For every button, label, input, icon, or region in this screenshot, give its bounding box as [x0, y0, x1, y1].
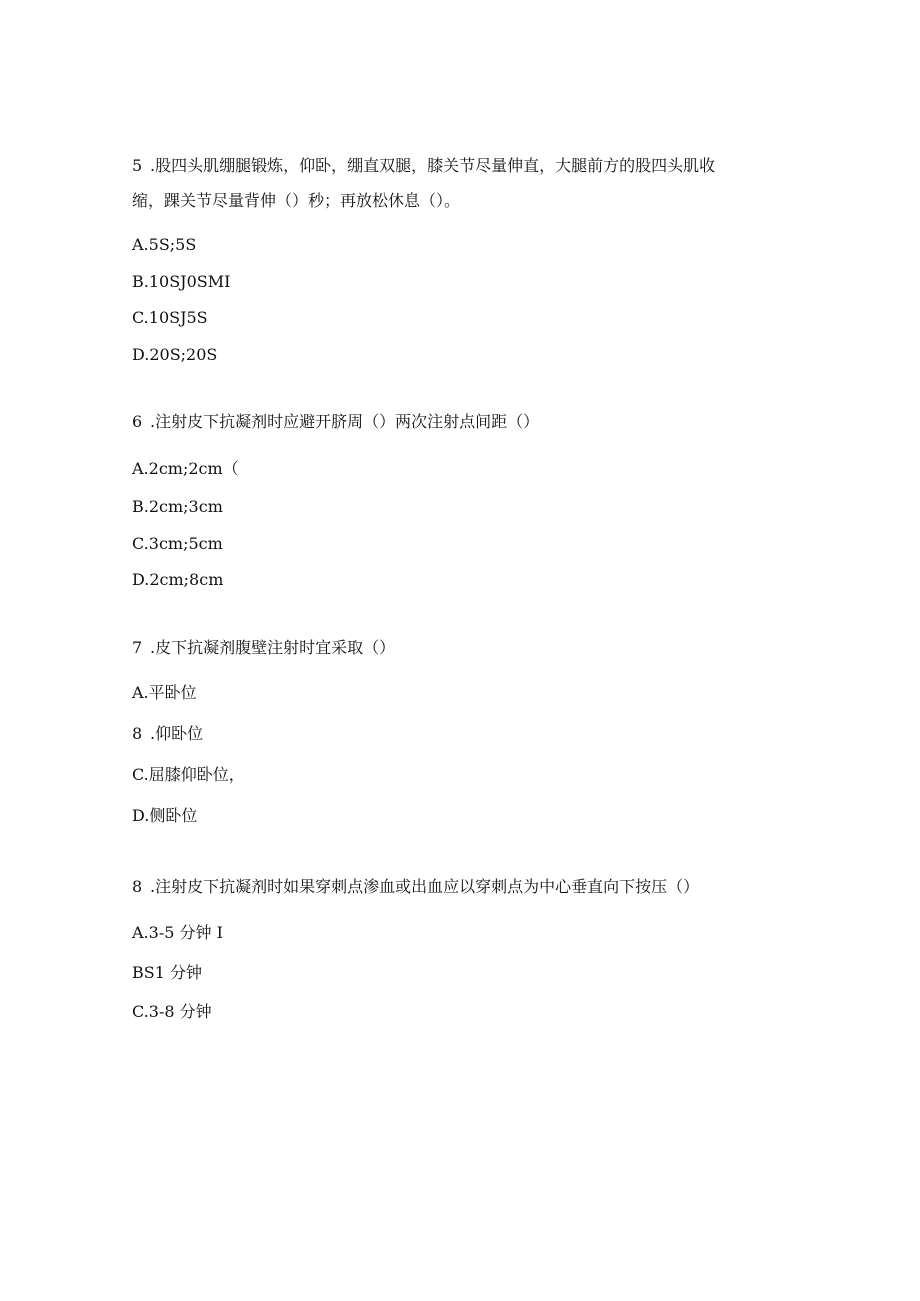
question-5-option-a: A.5S;5S	[132, 235, 197, 254]
question-5-option-c: C.10SJ5S	[132, 308, 208, 327]
question-8-option-a: A.3-5 分钟 I	[132, 923, 223, 942]
question-5-number: 5	[132, 156, 143, 175]
question-7-option-c: C.屈膝仰卧位，	[132, 765, 245, 784]
question-5-text-1: .股四头肌绷腿锻炼，仰卧，绷直双腿，膝关节尽量伸直，大腿前方的股四头肌收	[150, 156, 716, 175]
question-8-text-1: .注射皮下抗凝剂时如果穿刺点渗血或出血应以穿刺点为中心垂直向下按压（）	[150, 877, 700, 896]
question-6-option-d: D.2cm;8cm	[132, 570, 224, 589]
question-6-option-b: B.2cm;3cm	[132, 497, 223, 516]
question-5-option-b: B.10SJ0SMI	[132, 272, 231, 291]
question-6-line-1	[132, 412, 539, 432]
question-7-option-b-prefix: 8	[132, 724, 143, 743]
question-5-line-2: 缩，踝关节尽量背伸（）秒；再放松休息（）。	[132, 191, 461, 210]
question-7-line-1	[132, 638, 395, 658]
question-8-number: 8	[132, 877, 143, 896]
question-7-option-a: A.平卧位	[132, 683, 197, 702]
question-5-option-d: D.20S;20S	[132, 345, 218, 364]
question-8-line-1	[132, 877, 699, 897]
question-5-line-1	[132, 156, 715, 176]
question-7-text-1: .皮下抗凝剂腹壁注射时宜采取（）	[150, 638, 396, 657]
question-6-number: 6	[132, 412, 143, 431]
question-7-option-b	[132, 724, 203, 744]
question-7-option-b-text: .仰卧位	[150, 724, 204, 743]
question-8-option-c: C.3-8 分钟	[132, 1002, 212, 1021]
question-6-option-c: C.3cm;5cm	[132, 534, 223, 553]
question-7-option-d: D.侧卧位	[132, 806, 198, 825]
question-8-option-b: BS1 分钟	[132, 963, 202, 982]
question-7-number: 7	[132, 638, 143, 657]
question-6-option-a: A.2cm;2cm（	[132, 459, 239, 478]
question-6-text-1: .注射皮下抗凝剂时应避开脐周（）两次注射点间距（）	[150, 412, 540, 431]
